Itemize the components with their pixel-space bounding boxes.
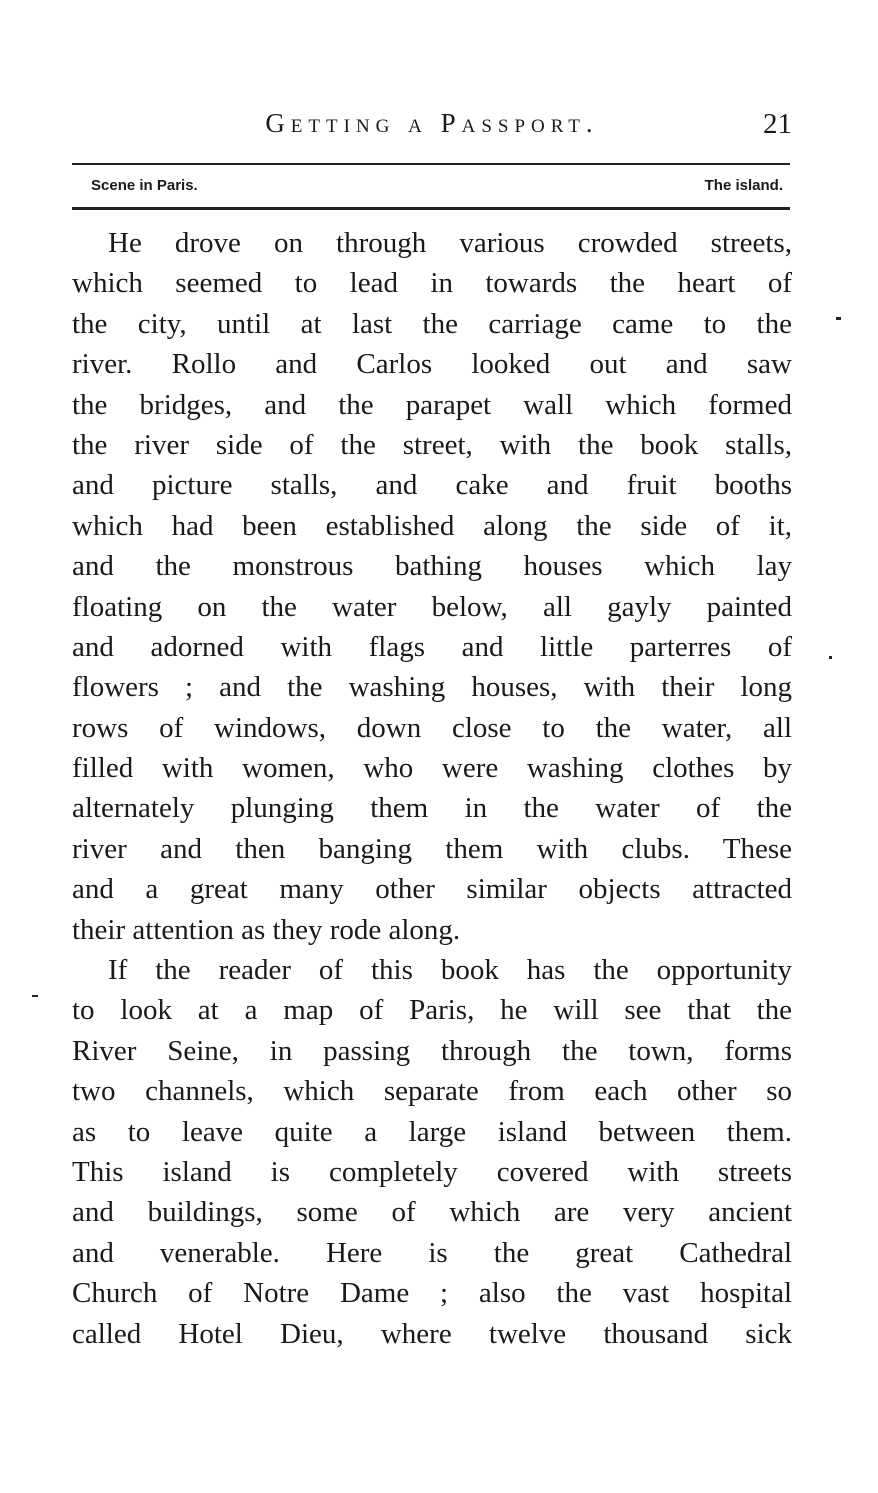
section-subheads: [91, 177, 783, 201]
text-line: and adorned with flags and little parterres of: [72, 630, 792, 663]
margin-mark: [32, 995, 38, 997]
text-line: the bridges, and the parapet wall which formed: [72, 388, 792, 421]
text-line: the city, until at last the carriage came to the: [72, 307, 792, 340]
paragraph: [72, 950, 792, 1354]
text-line: river and then banging them with clubs. These: [72, 832, 792, 865]
subhead-left: Scene in Paris.: [91, 177, 198, 194]
margin-mark: [829, 656, 832, 659]
text-line: and buildings, some of which are very ancient: [72, 1196, 792, 1229]
text-line: their attention as they rode along.: [72, 913, 461, 946]
text-line: River Seine, in passing through the town, forms: [72, 1034, 792, 1067]
text-line: alternately plunging them in the water of the: [72, 792, 792, 825]
body-text: [72, 223, 792, 1354]
text-line: flowers ; and the washing houses, with their long: [72, 671, 792, 704]
text-line: and venerable. Here is the great Cathedral: [72, 1236, 792, 1269]
header-rule-bottom: [72, 207, 790, 210]
text-line: If the reader of this book has the opportunity: [108, 954, 792, 987]
text-line: He drove on through various crowded streets,: [108, 227, 792, 259]
page-number: 21: [763, 108, 792, 140]
running-title: Getting a Passport.: [265, 108, 599, 138]
text-line: and a great many other similar objects attracted: [72, 873, 792, 906]
header-rule-top: [72, 163, 790, 165]
text-line: as to leave quite a large island between them.: [72, 1115, 792, 1148]
paragraph: [72, 223, 792, 950]
text-line: two channels, which separate from each other so: [72, 1075, 792, 1108]
text-line: rows of windows, down close to the water, all: [72, 711, 792, 744]
text-line: river. Rollo and Carlos looked out and saw: [72, 348, 792, 381]
text-line: and the monstrous bathing houses which lay: [72, 550, 792, 583]
text-line: which seemed to lead in towards the heart of: [72, 267, 792, 300]
text-line: This island is completely covered with streets: [72, 1155, 792, 1188]
text-line: and picture stalls, and cake and fruit booths: [72, 469, 792, 502]
text-line: filled with women, who were washing clothes by: [72, 752, 792, 785]
text-line: the river side of the street, with the book stalls,: [72, 428, 792, 461]
running-head: [72, 108, 792, 148]
subhead-right: The island.: [704, 177, 783, 194]
text-line: Church of Notre Dame ; also the vast hospital: [72, 1277, 792, 1310]
text-line: which had been established along the side of it,: [72, 509, 792, 542]
text-line: to look at a map of Paris, he will see that the: [72, 994, 792, 1027]
text-line: called Hotel Dieu, where twelve thousand sick: [72, 1317, 792, 1350]
margin-mark: [836, 317, 841, 320]
text-line: floating on the water below, all gayly painted: [72, 590, 792, 623]
